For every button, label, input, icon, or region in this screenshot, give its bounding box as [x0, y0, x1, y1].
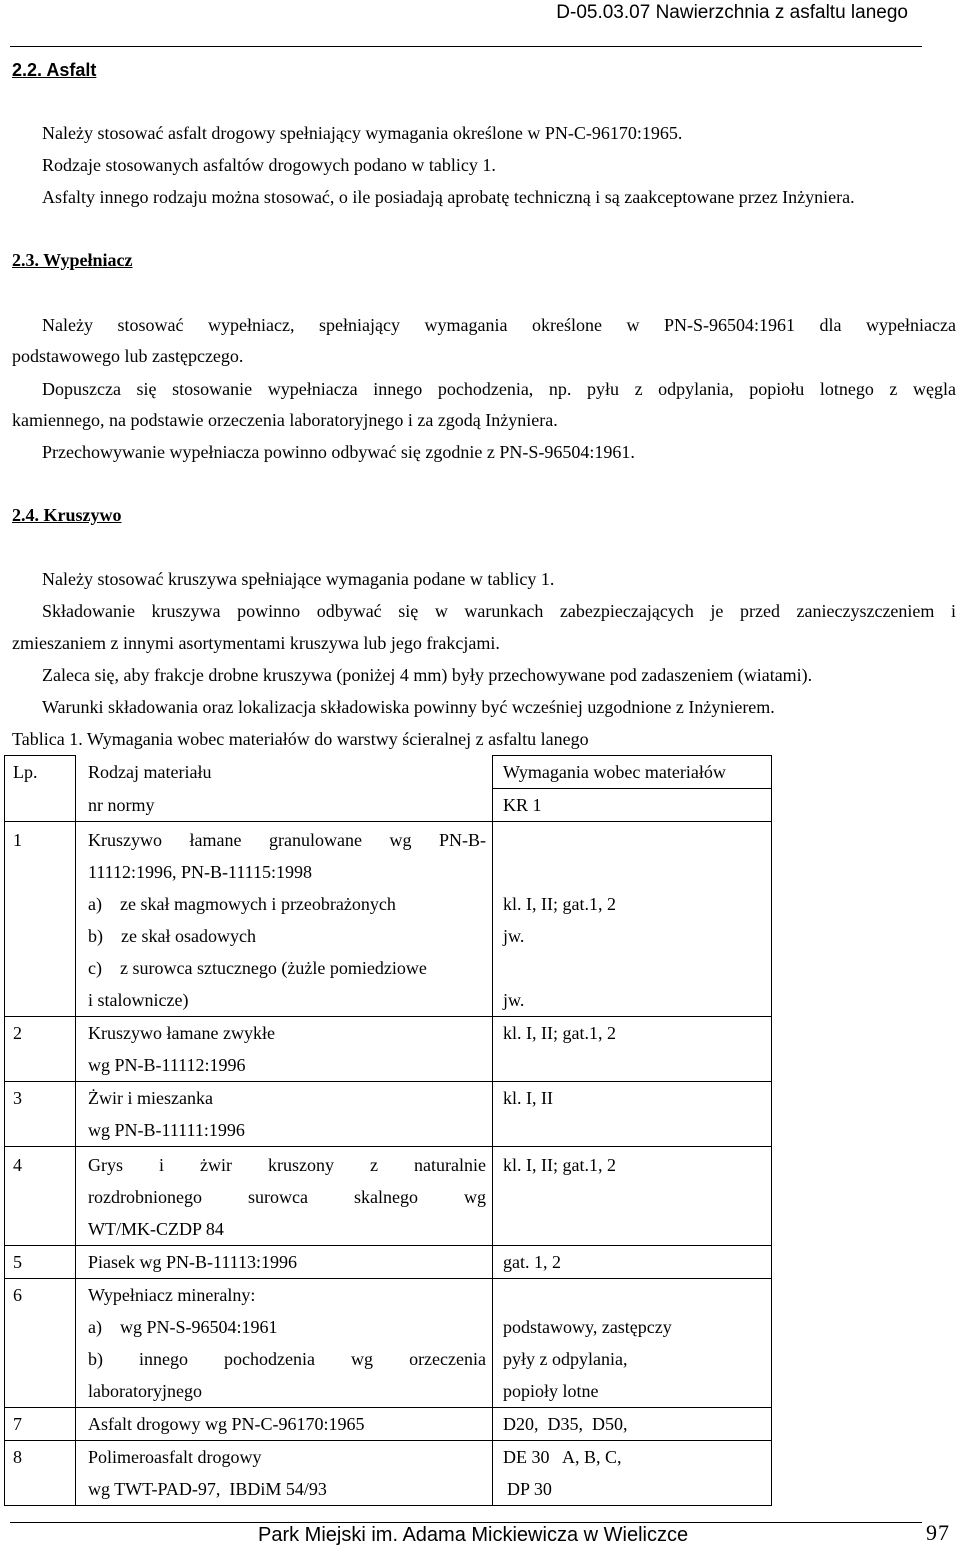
row-material-line: Piasek wg PN-B-11113:1996: [76, 1246, 493, 1279]
paragraph: Przechowywanie wypełniacza powinno odbywać się zgodnie z PN-S-96504:1961.: [42, 442, 635, 462]
row-requirement: kl. I, II; gat.1, 2: [493, 1147, 772, 1246]
table-header-row: [5, 789, 772, 822]
row-requirement: DE 30 A, B, C,: [503, 1447, 622, 1467]
row-requirement: pyły z odpylania,: [503, 1349, 628, 1369]
row-material-line: Asfalt drogowy wg PN-C-96170:1965: [76, 1408, 493, 1441]
row-requirement: podstawowy, zastępczy: [503, 1317, 672, 1337]
section-heading-wypelniacz: 2.3. Wypełniacz: [12, 250, 133, 270]
row-requirement: DP 30: [507, 1479, 552, 1499]
table-header-row: [5, 756, 772, 789]
header-requirements: Wymagania wobec materiałów: [493, 756, 772, 789]
table-caption: Tablica 1. Wymagania wobec materiałów do warstwy ścieralnej z asfaltu lanego: [12, 729, 589, 749]
row-requirement: jw.: [503, 926, 525, 946]
row-material-line: a) wg PN-S-96504:1961: [88, 1317, 278, 1337]
table-row: [5, 1441, 772, 1506]
row-requirement: D20, D35, D50,: [493, 1408, 772, 1441]
paragraph: Warunki składowania oraz lokalizacja składowiska powinny być wcześniej uzgodnione z Inżynierem.: [42, 697, 775, 717]
row-material-line: c) z surowca sztucznego (żużle pomiedziowe: [88, 958, 427, 978]
row-material-line: i stalownicze): [88, 990, 189, 1010]
row-material-line: 11112:1996, PN-B-11115:1998: [88, 862, 312, 882]
row-material-line: b) ze skał osadowych: [88, 926, 256, 946]
row-material-line: Grys i żwir kruszony z naturalnie: [88, 1155, 486, 1175]
header-lp: Lp.: [5, 756, 76, 789]
row-material-line: Kruszywo łamane zwykłe: [88, 1023, 275, 1043]
table-row: [5, 1082, 772, 1147]
header-rule: [10, 46, 922, 47]
row-requirement: kl. I, II; gat.1, 2: [503, 894, 616, 914]
table-row: [5, 1017, 772, 1082]
section-heading-asfalt: 2.2. Asfalt: [12, 60, 97, 80]
paragraph: zmieszaniem z innymi asortymentami kruszywa lub jego frakcjami.: [12, 633, 500, 653]
row-requirement: popioły lotne: [503, 1381, 599, 1401]
row-lp: 7: [5, 1408, 76, 1441]
paragraph: Dopuszcza się stosowanie wypełniacza innego pochodzenia, np. pyłu z odpylania, popiołu lotnego z węgla: [42, 379, 956, 399]
row-lp: 4: [5, 1147, 76, 1246]
row-requirement: kl. I, II; gat.1, 2: [493, 1017, 772, 1082]
paragraph: kamiennego, na podstawie orzeczenia laboratoryjnego i za zgodą Inżyniera.: [12, 410, 558, 430]
table-row: [5, 1246, 772, 1279]
row-material-line: WT/MK-CZDP 84: [88, 1219, 224, 1239]
row-material-line: wg TWT-PAD-97, IBDiM 54/93: [88, 1479, 327, 1499]
row-lp: 6: [5, 1279, 76, 1408]
paragraph: Należy stosować asfalt drogowy spełniający wymagania określone w PN-C-96170:1965.: [42, 123, 683, 143]
row-material-line: Żwir i mieszanka: [88, 1088, 213, 1108]
footer-text: Park Miejski im. Adama Mickiewicza w Wieliczce: [258, 1524, 689, 1546]
row-material-line: a) ze skał magmowych i przeobrażonych: [88, 894, 396, 914]
row-material-line: rozdrobnionego surowca skalnego wg: [88, 1187, 486, 1207]
paragraph: Należy stosować wypełniacz, spełniający wymagania określone w PN-S-96504:1961 dla wypełniacza: [42, 315, 956, 335]
row-lp: 2: [5, 1017, 76, 1082]
row-lp: 5: [5, 1246, 76, 1279]
paragraph: Asfalty innego rodzaju można stosować, o ile posiadają aprobatę techniczną i są zaakceptowane przez Inżyniera.: [42, 187, 855, 207]
row-material-line: Polimeroasfalt drogowy: [88, 1447, 262, 1467]
row-material-line: b) innego pochodzenia wg orzeczenia: [88, 1349, 486, 1369]
section-heading-kruszywo: 2.4. Kruszywo: [12, 505, 122, 525]
row-requirement: jw.: [503, 990, 525, 1010]
header-material: Rodzaj materiału: [88, 761, 212, 782]
paragraph: Rodzaje stosowanych asfaltów drogowych podano w tablicy 1.: [42, 155, 496, 175]
header-title: D-05.03.07 Nawierzchnia z asfaltu lanego: [556, 2, 908, 23]
table-row: [5, 1147, 772, 1246]
paragraph: Zaleca się, aby frakcje drobne kruszywa (poniżej 4 mm) były przechowywane pod zadaszeniem (wiatami).: [42, 665, 813, 685]
row-material-line: laboratoryjnego: [88, 1381, 202, 1401]
row-lp: 3: [5, 1082, 76, 1147]
row-requirement: kl. I, II: [493, 1082, 772, 1147]
row-lp: 1: [5, 822, 76, 1017]
table-row: [5, 822, 772, 1017]
table-row: [5, 1279, 772, 1408]
table-row: [5, 1408, 772, 1441]
page-number: 97: [926, 1520, 950, 1545]
row-material-line: Kruszywo łamane granulowane wg PN-B-: [88, 830, 486, 850]
header-norm: nr normy: [76, 789, 493, 822]
requirements-table: [4, 755, 772, 1506]
row-lp: 8: [5, 1441, 76, 1506]
paragraph: Składowanie kruszywa powinno odbywać się w warunkach zabezpieczających je przed zanieczyszczeniem i: [42, 601, 956, 621]
paragraph: podstawowego lub zastępczego.: [12, 346, 244, 366]
row-requirement: gat. 1, 2: [493, 1246, 772, 1279]
header-kr1: KR 1: [493, 789, 772, 822]
row-material-line: Wypełniacz mineralny:: [88, 1285, 256, 1305]
row-material-line: wg PN-B-11111:1996: [88, 1120, 245, 1140]
paragraph: Należy stosować kruszywa spełniające wymagania podane w tablicy 1.: [42, 569, 555, 589]
footer-rule: [10, 1522, 922, 1523]
row-material-line: wg PN-B-11112:1996: [88, 1055, 246, 1075]
